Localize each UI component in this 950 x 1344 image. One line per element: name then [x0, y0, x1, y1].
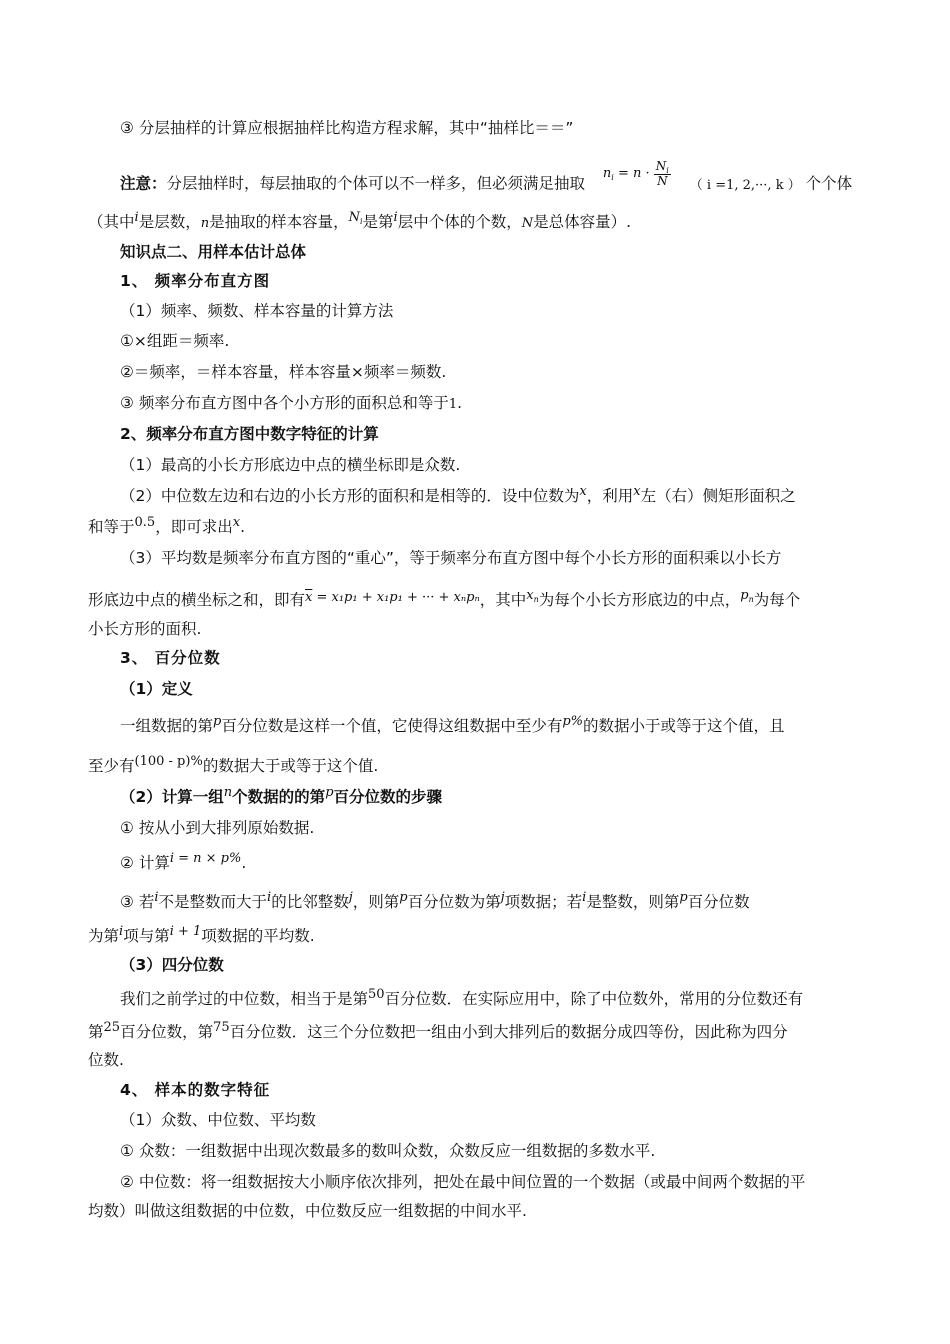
- text: ③ 分层抽样的计算应根据抽样比构造方程求解，其中“抽样比＝＝”: [120, 119, 574, 137]
- text: 分层抽样时，每层抽取的个体可以不一样多，但必须满足抽取: [166, 174, 586, 193]
- definition-line: 一组数据的第$^p$百分位数是这样一个值，它使得这组数据中至少有$^{p\%}$的数据小于或等于这个值，且: [120, 714, 785, 735]
- note-label: 注意：: [120, 174, 167, 193]
- subsection-heading: 4、 样本的数字特征: [120, 1081, 271, 1099]
- quartile-line-cont: 第$^{25}$百分位数，第$^{75}$百分位数．这三个分位数把一组由小到大排列后的数据分成四等份，因此称为四分: [88, 1020, 788, 1041]
- formula-ni: ni = n ·: [602, 165, 654, 182]
- median-line: （2）中位数左边和右边的小长方形的面积和是相等的．设中位数为$^x$，利用$^x$左（右）侧矩形面积之: [120, 484, 796, 505]
- section-heading: 知识点二、用样本估计总体: [120, 243, 307, 261]
- stratified-ratio-line: [120, 118, 573, 138]
- text-line: ③ 频率分布直方图中各个小方形的面积总和等于1.: [120, 394, 463, 412]
- step-line: ② 计算$^{i = n \times p\%}$.: [120, 851, 247, 872]
- text-line: （1）频率、频数、样本容量的计算方法: [120, 302, 394, 320]
- note-line: [120, 159, 853, 198]
- step-line-cont: 为第$^i$项与第$^{i + 1}$项数据的平均数.: [88, 924, 315, 945]
- mean-line-cont: 形底边中点的横坐标之和，即有$^{\overline{x} = x_1p_1 + x_1p_1 + \cdot\cdot\cdot + x_np_n}$，其中$^{x_n}$为每个小长方形底边的中点，$^{p_n}$为每个: [88, 588, 801, 609]
- median-line-cont: 和等于$^{0.5}$，即可求出$^x$.: [88, 515, 245, 536]
- subsection-heading: 2、频率分布直方图中数字特征的计算: [120, 425, 379, 443]
- quartile-line: 我们之前学过的中位数，相当于是第$^{50}$百分位数．在实际应用中，除了中位数外，常用的分位数还有: [120, 987, 804, 1008]
- subsection-heading: （2）计算一组$^n$个数据的的第$^p$百分位数的步骤: [120, 785, 443, 806]
- subsection-heading: （3）四分位数: [120, 956, 224, 974]
- subsection-heading: 3、 百分位数: [120, 649, 221, 667]
- text-line: 位数.: [88, 1051, 124, 1069]
- text-line: 均数）叫做这组数据的中位数，中位数反应一组数据的中间水平.: [88, 1202, 527, 1220]
- text-line: （1）众数、中位数、平均数: [120, 1111, 316, 1129]
- text-line: ② 中位数：将一组数据按大小顺序依次排列，把处在最中间位置的一个数据（或最中间两个数据的平: [120, 1173, 806, 1191]
- step-line: ③ 若$^i$不是整数而大于$^i$的比邻整数$^j$，则第$^p$百分位数为第$^j$项数据；若$^i$是整数，则第$^p$百分位数: [120, 890, 750, 911]
- text: 个个体: [805, 174, 853, 193]
- step-line: ① 按从小到大排列原始数据.: [120, 819, 315, 837]
- definition-line-cont: 至少有$^{(100 - p)\%}$的数据大于或等于这个值.: [88, 754, 379, 775]
- note-explain-line: （其中$^i$是层数，n是抽取的样本容量，$^{N_i}$是第$^i$层中个体的个数，N是总体容量）.: [88, 210, 632, 231]
- mean-line: （3）平均数是频率分布直方图的“重心”，等于频率分布直方图中每个小长方形的面积乘以小长方: [120, 549, 782, 567]
- text-line: ②＝频率，＝样本容量，样本容量×频率＝频数.: [120, 363, 447, 381]
- formula-range: （ i =1, 2,···, k ）: [689, 177, 801, 193]
- subsection-heading: （1）定义: [120, 680, 193, 698]
- text-line: ① 众数：一组数据中出现次数最多的数叫众数，众数反应一组数据的多数水平.: [120, 1142, 656, 1160]
- formula-fraction: $\frac{N_i}{N}$: [655, 159, 669, 188]
- text-line: 小长方形的面积.: [88, 620, 202, 638]
- text-line: （1）最高的小长方形底边中点的横坐标即是众数.: [120, 456, 461, 474]
- subsection-heading: 1、 频率分布直方图: [120, 272, 271, 290]
- text-line: ①×组距＝频率.: [120, 332, 230, 350]
